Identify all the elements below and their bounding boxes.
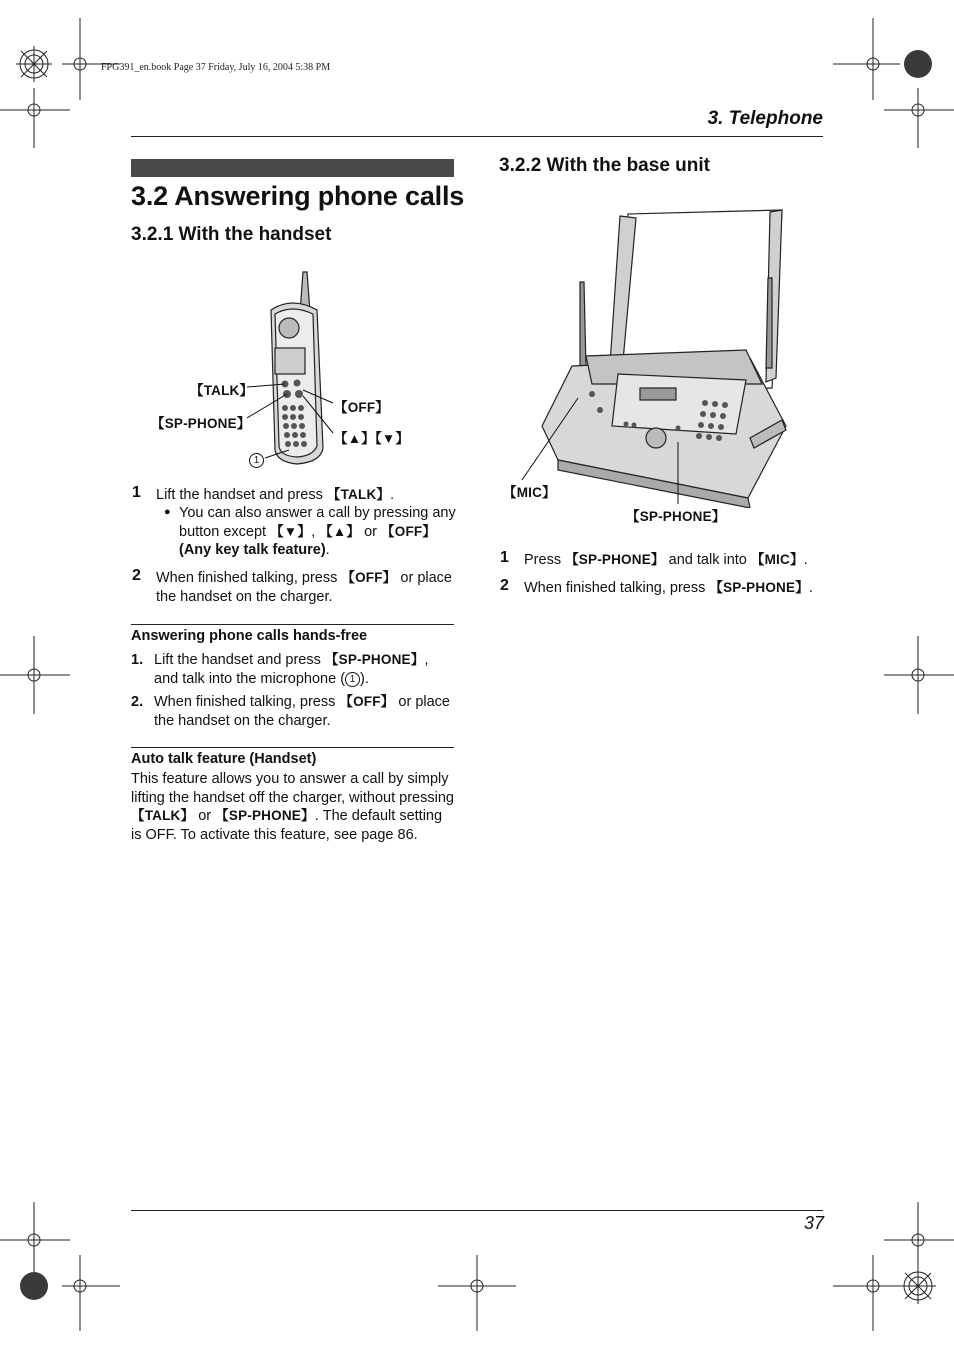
callout-talk: 【TALK】 [190,383,254,398]
base-unit-illustration [500,198,800,508]
print-meta: FPG391_en.book Page 37 Friday, July 16, 2004 5:38 PM [101,62,331,73]
chapter-title: 3. Telephone [707,108,823,129]
section-title: 3.2 Answering phone calls [131,181,465,211]
section-bar [131,159,454,177]
bullet-dot: ● [164,506,171,518]
auto-talk-rule [131,747,454,748]
callout-sp-phone-base: 【SP-PHONE】 [626,509,726,524]
handset-step-2-text: When finished talking, press 【OFF】 or place the handset on the charger. [156,570,452,605]
hands-free-item-1-text: Lift the handset and press 【SP-PHONE】, and talk into the microphone ( 1 ). [154,652,429,687]
callout-off: 【OFF】 [334,400,389,415]
callout-mic: 【MIC】 [503,485,556,500]
base-step-1-number: 1 [500,549,509,566]
callout-navigator: 【▲】【▼】 [334,431,410,446]
auto-talk-text: This feature allows you to answer a call by simply lifting the handset off the charger, without pressing 【TALK】 or 【SP-PHONE】. The default setting is OFF. To activate this feature, see page 86. [131,771,454,843]
subsection-title-base: 3.2.2 With the base unit [499,155,710,176]
base-step-2-number: 2 [500,577,509,594]
handset-step-1-bullet: You can also answer a call by pressing any button except 【▼】, 【▲】 or 【OFF】 (Any key talk feature). [179,505,456,558]
hands-free-item-1-number: 1. [131,652,144,668]
page-number: 37 [803,1213,824,1233]
header-rule [131,136,823,137]
handset-step-1-text: Lift the handset and press 【TALK】. [156,487,395,503]
base-step-2-text: When finished talking, press 【SP-PHONE】. [524,580,813,596]
auto-talk-title: Auto talk feature (Handset) [131,751,317,767]
subsection-title-handset: 3.2.1 With the handset [131,224,332,245]
handset-step-1-number: 1 [132,484,141,501]
handset-step-2-number: 2 [132,567,141,584]
callout-sp-phone-handset: 【SP-PHONE】 [151,416,251,431]
hands-free-item-2-text: When finished talking, press 【OFF】 or place the handset on the charger. [154,694,450,729]
footer-rule [131,1210,823,1211]
hands-free-rule [131,624,454,625]
hands-free-title: Answering phone calls hands-free [131,628,368,644]
callout-microphone: 1 [249,451,264,469]
hands-free-item-2-number: 2. [131,694,144,710]
base-step-1-text: Press 【SP-PHONE】 and talk into 【MIC】. [524,552,808,568]
